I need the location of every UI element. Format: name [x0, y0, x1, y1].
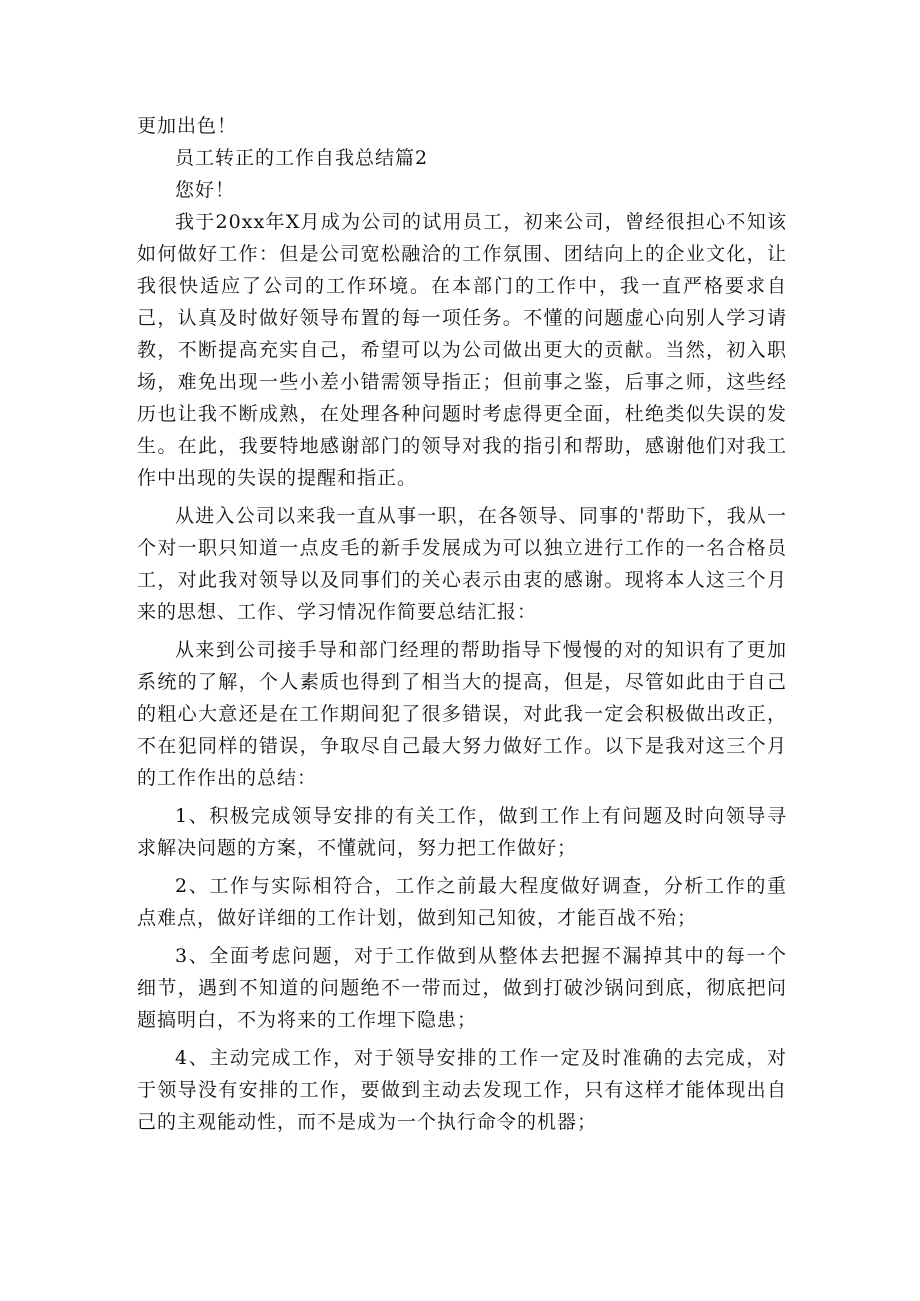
paragraph-summary-lead: 从来到公司接手导和部门经理的帮助指导下慢慢的对的知识有了更加系统的了解，个人素质也得到了相当大的提高，但是，尽管如此由于自己的粗心大意还是在工作期间犯了很多错误，对此我一定会积极做出改正，不在犯同样的错误，争取尽自己最大努力做好工作。以下是我对这三个月的工作作出的总结： — [137, 639, 787, 789]
paragraph-since-joining: 从进入公司以来我一直从事一职，在各领导、同事的'帮助下，我从一个对一职只知道一点皮毛的新手发展成为可以独立进行工作的一名合格员工，对此我对领导以及同事们的关心表示由衷的感谢。现将本人这三个月来的思想、工作、学习情况作简要总结汇报： — [137, 505, 787, 623]
list-item-3: 3、全面考虑问题，对于工作做到从整体去把握不漏掉其中的每一个细节，遇到不知道的问题绝不一带而过，做到打破沙锅问到底，彻底把问题搞明白，不为将来的工作埋下隐患； — [137, 945, 787, 1031]
list-item-4: 4、主动完成工作，对于领导安排的工作一定及时准确的去完成，对于领导没有安排的工作，要做到主动去发现工作，只有这样才能体现出自己的主观能动性，而不是成为一个执行命令的机器； — [137, 1047, 787, 1133]
list-item-1: 1、积极完成领导安排的有关工作，做到工作上有问题及时向领导寻求解决问题的方案，不懂就问，努力把工作做好； — [137, 805, 787, 859]
paragraph-intro: 我于20xx年X月成为公司的试用员工，初来公司，曾经很担心不知该如何做好工作：但是公司宽松融洽的工作氛围、团结向上的企业文化，让我很快适应了公司的工作环境。在本部门的工作中，我一直严格要求自己，认真及时做好领导布置的每一项任务。不懂的问题虚心向别人学习请教，不断提高充实自己，希望可以为公司做出更大的贡献。当然，初入职场，难免出现一些小差小错需领导指正；但前事之鉴，后事之师，这些经历也让我不断成熟，在处理各种问题时考虑得更全面，杜绝类似失误的发生。在此，我要特地感谢部门的领导对我的指引和帮助，感谢他们对我工作中出现的失误的提醒和指正。 — [137, 211, 787, 489]
document-body — [137, 110, 787, 1138]
greeting: 您好！ — [175, 179, 236, 201]
paragraph-closing-line: 更加出色！ — [137, 115, 238, 137]
section-heading: 员工转正的工作自我总结篇2 — [175, 147, 429, 169]
list-item-2: 2、工作与实际相符合，工作之前最大程度做好调查，分析工作的重点难点，做好详细的工作计划，做到知己知彼，才能百战不殆； — [137, 875, 787, 929]
